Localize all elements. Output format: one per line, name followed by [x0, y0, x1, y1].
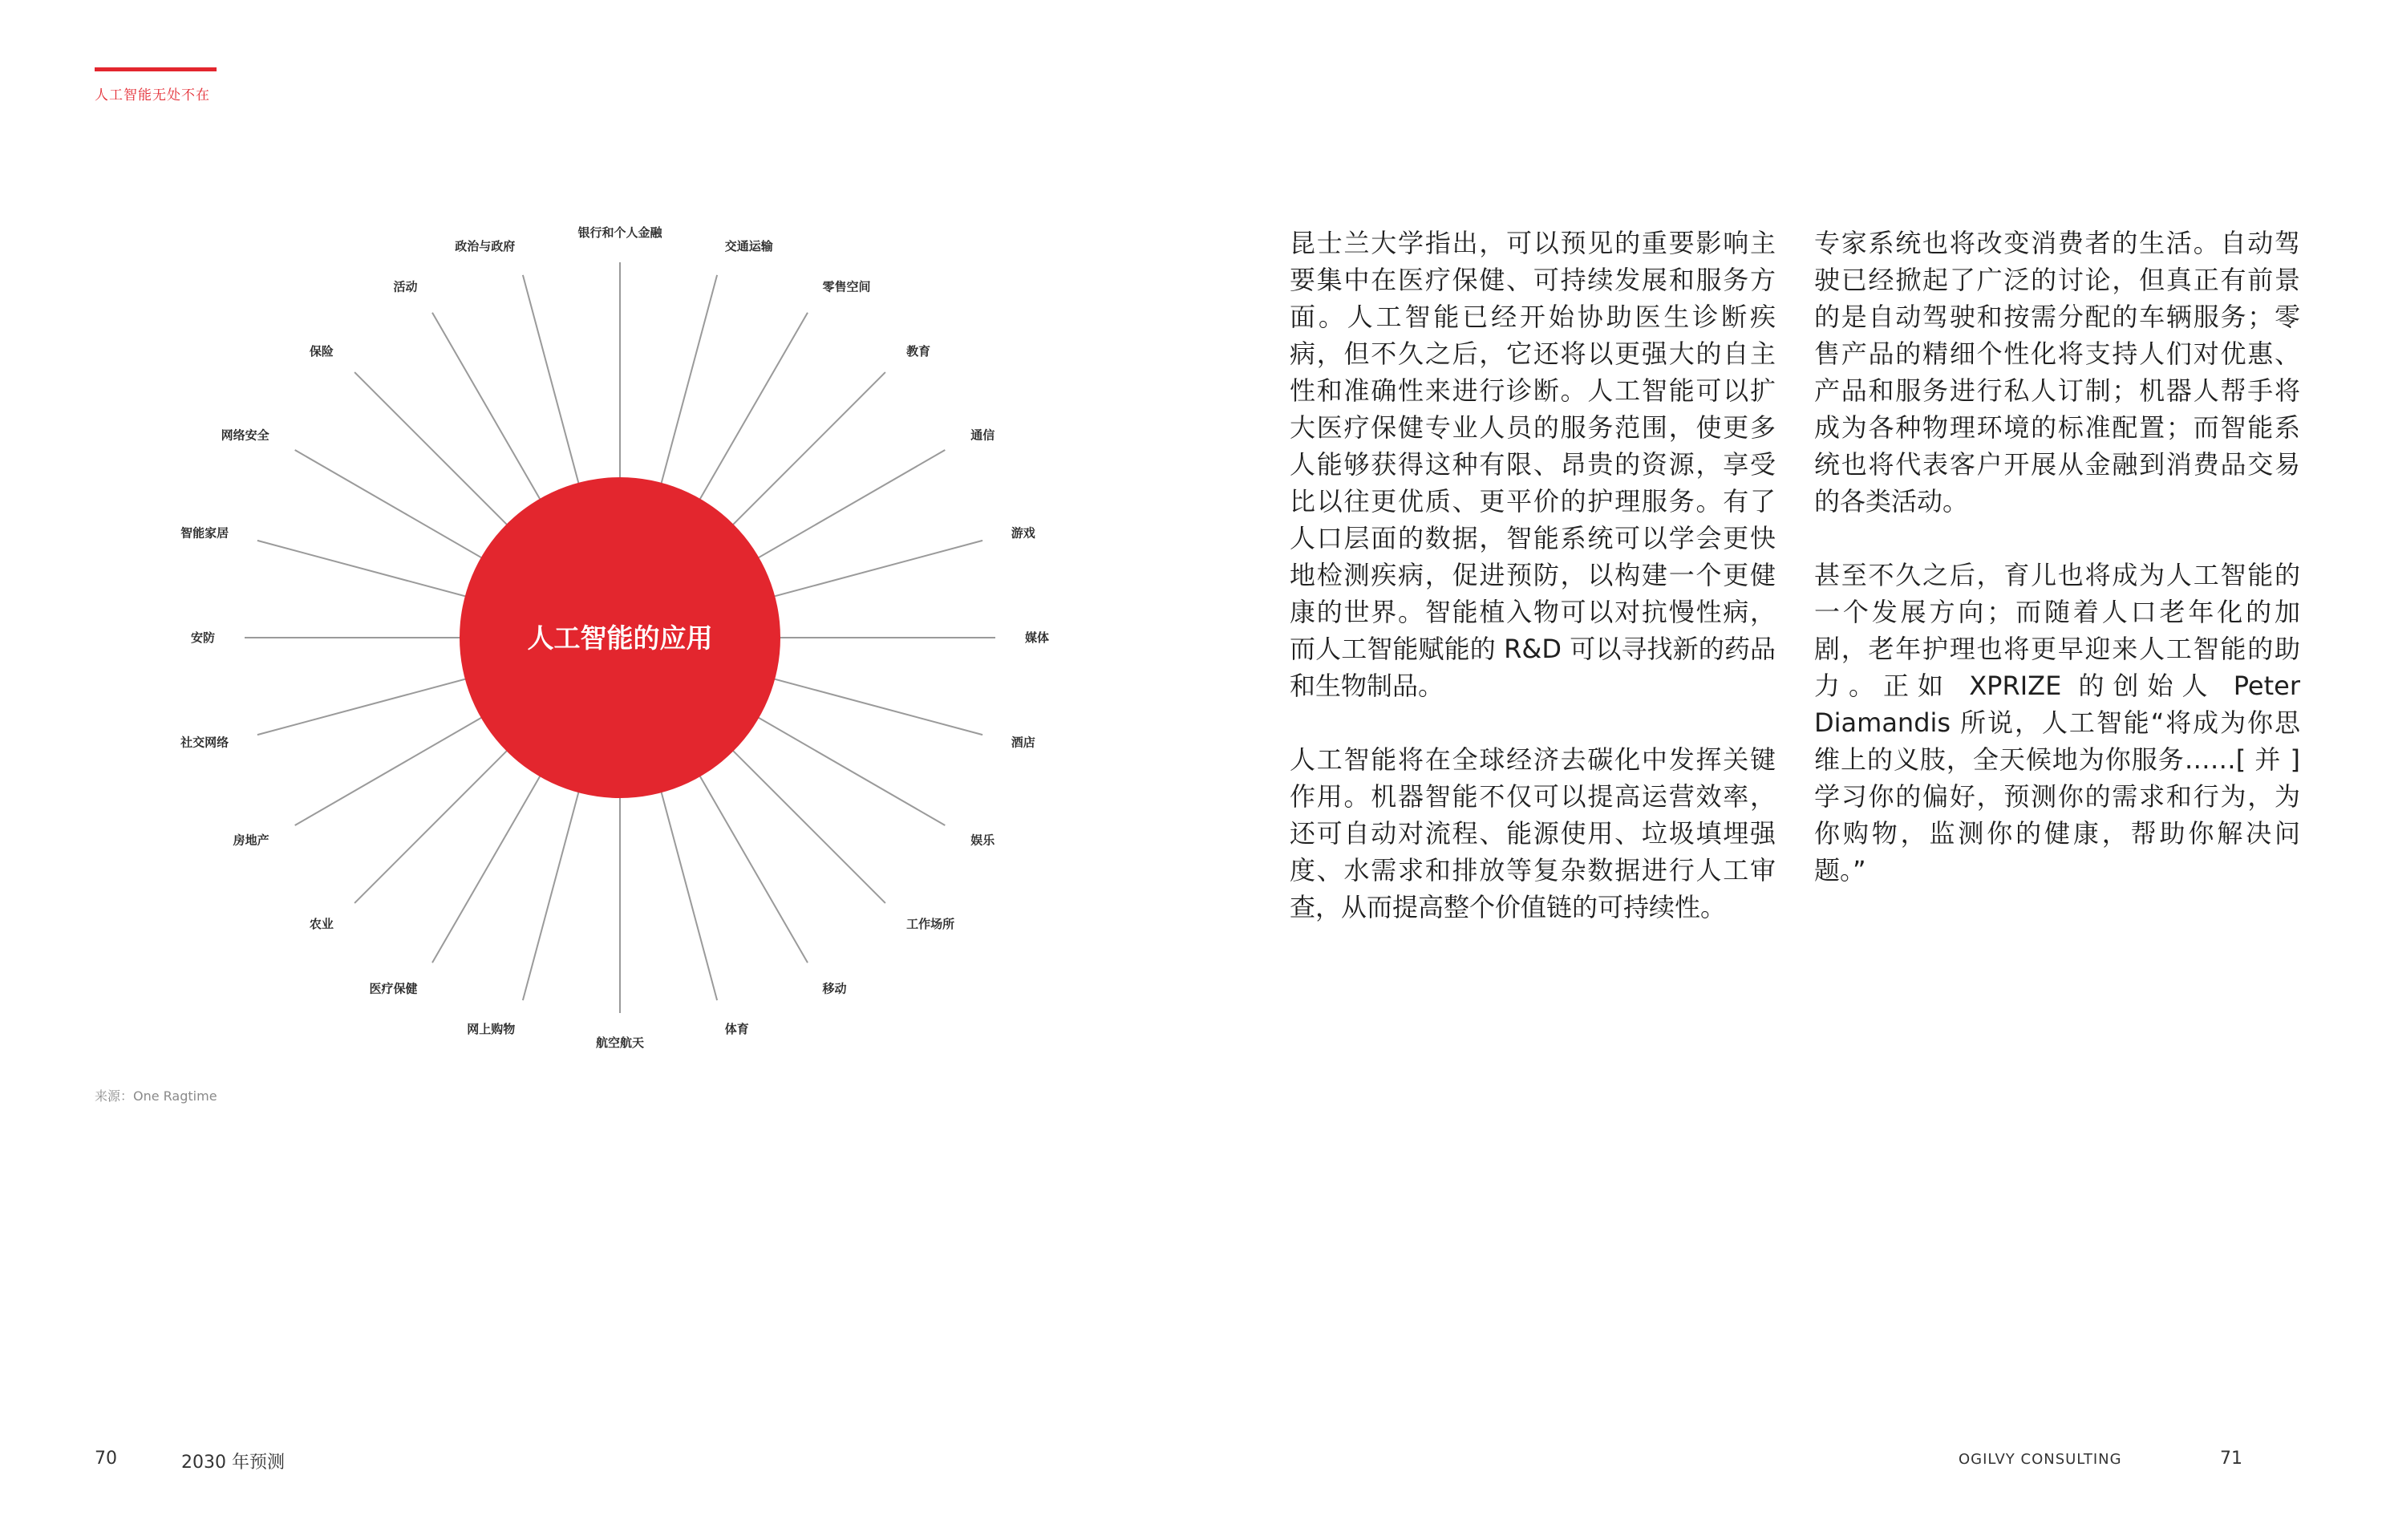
wheel-label: 教育: [906, 343, 931, 359]
paragraph: 人工智能将在全球经济去碳化中发挥关键作用。机器智能不仅可以提高运营效率，还可自动对流程、能源使用、垃圾填埋强度、水需求和排放等复杂数据进行人工审查，从而提高整个价值链的可持续性。: [1290, 744, 1776, 922]
wheel-label: 工作场所: [906, 917, 955, 932]
page-number-left: 70: [95, 1449, 117, 1469]
wheel-label: 银行和个人金融: [577, 225, 662, 240]
source-note: 来源：One Ragtime: [95, 1088, 217, 1104]
wheel-label: 体育: [724, 1021, 749, 1036]
page-number-right: 71: [2220, 1449, 2242, 1469]
text-column-left: [1290, 225, 1776, 962]
wheel-label: 安防: [190, 630, 215, 645]
wheel-label: 移动: [822, 981, 847, 996]
wheel-label: 交通运输: [724, 239, 773, 254]
wheel-label: 航空航天: [595, 1035, 645, 1050]
wheel-label: 网络安全: [221, 428, 269, 443]
publication-title: 2030 年预测: [181, 1453, 285, 1473]
wheel-label: 保险: [309, 343, 334, 359]
wheel-label: 零售空间: [822, 279, 871, 294]
wheel-label: 智能家居: [180, 525, 229, 541]
wheel-label: 活动: [393, 279, 418, 294]
paragraph: 甚至不久之后，育儿也将成为人工智能的一个发展方向；而随着人口老年化的加剧，老年护理也将更早迎来人工智能的助力。正如 XPRIZE 的创始人 Peter Diamandis 所说，人工智能“将成为你思维上的义肢，全天候地为你服务……[ 并 ] 学习你的偏好，预测你的需求和行为，为你购物，监测你的健康，帮助你解决问题。”: [1814, 560, 2300, 886]
wheel-label: 医疗保健: [369, 981, 418, 996]
wheel-label: 通信: [970, 428, 995, 443]
wheel-label: 媒体: [1025, 630, 1050, 645]
paragraph: 昆士兰大学指出，可以预见的重要影响主要集中在医疗保健、可持续发展和服务方面。人工智能已经开始协助医生诊断疾病，但不久之后，它还将以更强大的自主性和准确性来进行诊断。人工智能可以扩大医疗保健专业人员的服务范围，使更多人能够获得这种有限、昂贵的资源，享受比以往更优质、更平价的护理服务。有了人口层面的数据，智能系统可以学会更快地检测疾病，促进预防，以构建一个更健康的世界。智能植入物可以对抗慢性病，而人工智能赋能的 R&D 可以寻找新的药品和生物制品。: [1290, 228, 1776, 701]
wheel-label: 游戏: [1011, 525, 1035, 541]
wheel-label: 社交网络: [180, 735, 229, 750]
ai-applications-wheel: [0, 0, 1251, 1075]
wheel-label: 农业: [309, 917, 334, 932]
wheel-label: 娱乐: [970, 833, 995, 848]
paragraph: 专家系统也将改变消费者的生活。自动驾驶已经掀起了广泛的讨论，但真正有前景的是自动驾驶和按需分配的车辆服务；零售产品的精细个性化将支持人们对优惠、产品和服务进行私人订制；机器人帮手将成为各种物理环境的标准配置；而智能系统也将代表客户开展从金融到消费品交易的各类活动。: [1814, 228, 2300, 517]
wheel-center-label: 人工智能的应用: [527, 622, 713, 654]
wheel-label: 政治与政府: [455, 239, 516, 254]
text-column-right: [1814, 225, 2300, 926]
section-label: 人工智能无处不在: [95, 87, 210, 103]
brand-name: OGILVY CONSULTING: [1959, 1451, 2122, 1468]
wheel-label: 网上购物: [467, 1021, 516, 1036]
wheel-label: 房地产: [233, 833, 269, 848]
wheel-label: 酒店: [1011, 735, 1035, 750]
